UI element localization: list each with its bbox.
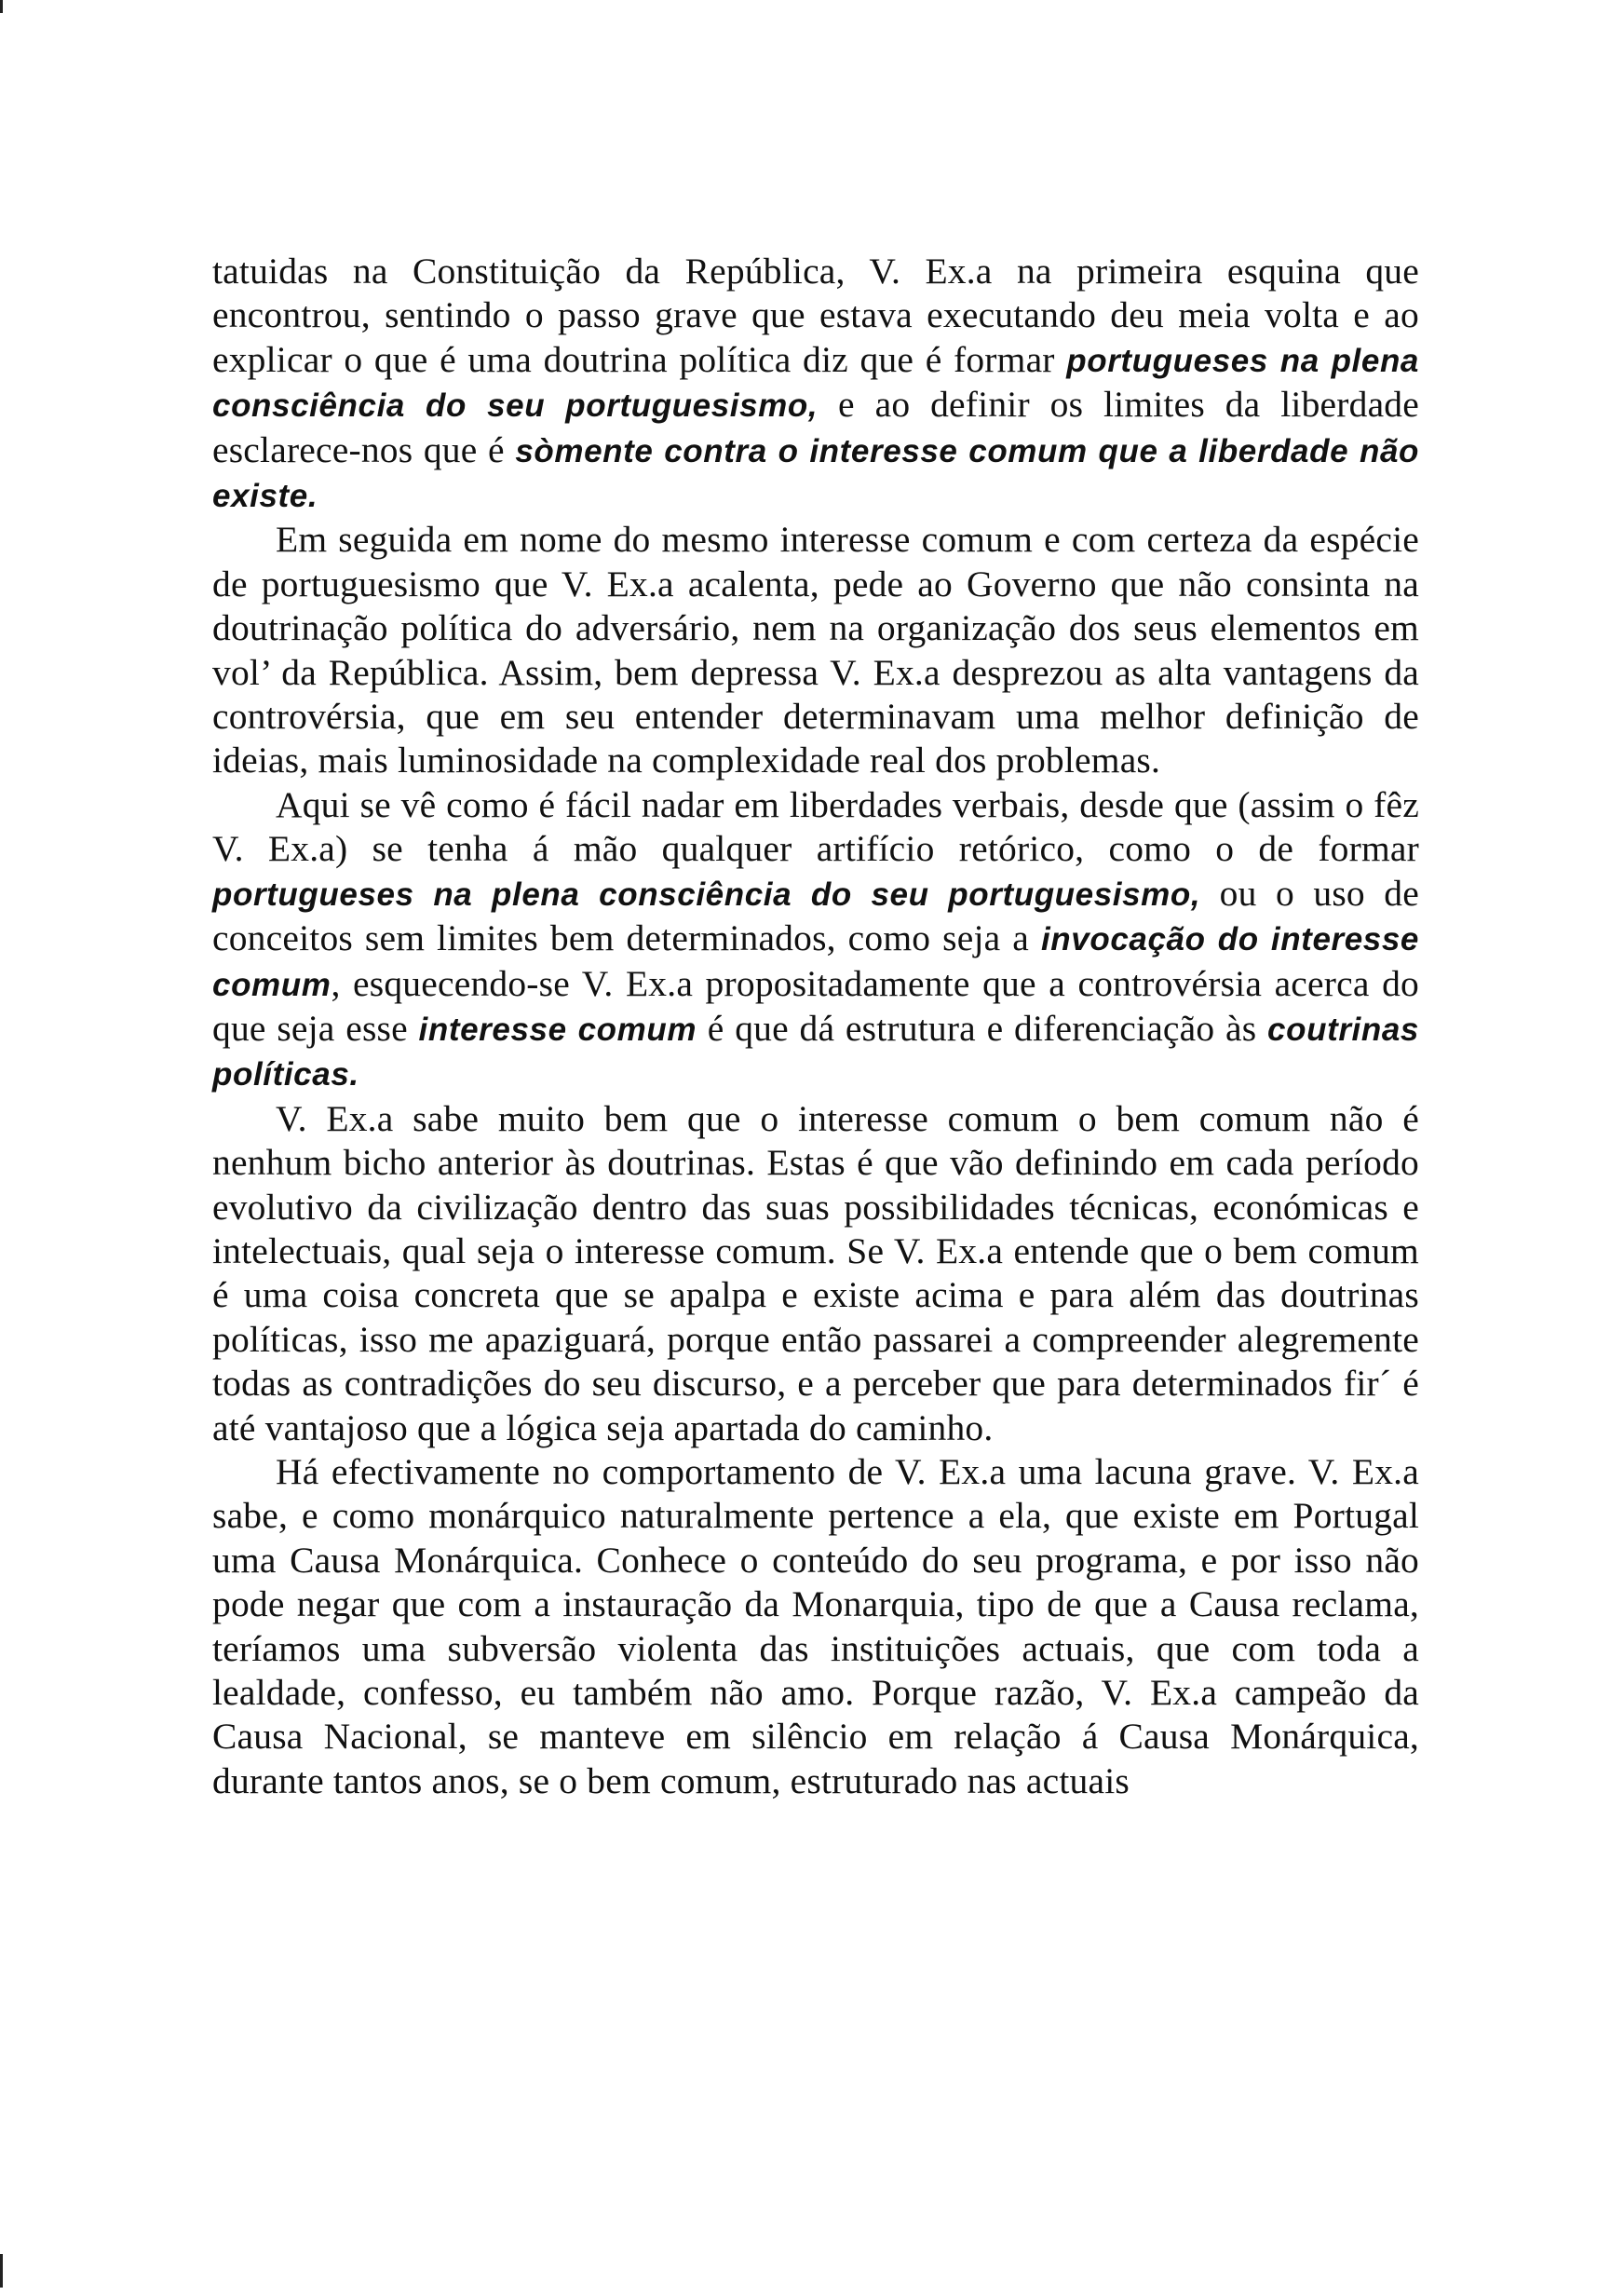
text-segment: , esquecendo-se V. Ex.a propositadamente que a controvérsia acerca do que seja esse: [212, 962, 1419, 1049]
emphasized-text: portugueses na plena consciência do seu portuguesismo,: [212, 876, 1201, 913]
paragraph: [212, 1097, 1419, 1450]
body-text: [212, 250, 1419, 1803]
text-segment: V. Ex.a sabe muito bem que o interesse comum o bem comum não é nenhum bicho anterior às doutrinas. Estas é que vão definindo em cada período evolutivo da civilização dentro das suas possibilidades técnicas, económicas e intelectuais, qual seja o interesse comum. Se V. Ex.a entende que o bem comum é uma coisa concreta que se apalpa e existe acima e para além das doutrinas políticas, isso me apaziguará, porque então passarei a compreender alegremente todas as contradições do seu discurso, e a perceber que para determinados fir´ é até vantajoso que a lógica seja apartada do caminho.: [212, 1097, 1419, 1448]
emphasized-text: coutrinas políticas.: [212, 1011, 1419, 1093]
emphasized-text: portugueses na plena consciência do seu portuguesismo,: [212, 342, 1419, 425]
text-segment: ou o uso de conceitos sem limites bem determinados, como seja a: [212, 872, 1419, 959]
emphasized-text: invocação do interesse comum: [212, 921, 1419, 1003]
paragraph: [212, 518, 1419, 782]
text-segment: é que dá estrutura e diferenciação às: [697, 1007, 1268, 1049]
text-segment: Em seguida em nome do mesmo interesse comum e com certeza da espécie de portuguesismo que V. Ex.a acalenta, pede ao Governo que não consinta na doutrinação política do adversário, nem na organização dos seus elementos em vol’ da República. Assim, bem depressa V. Ex.a desprezou as alta vantagens da controvérsia, que em seu entender determinavam uma melhor definição de ideias, mais luminosidade na complexidade real dos problemas.: [212, 519, 1419, 781]
text-segment: e ao definir os limites da liberdade esclarece-nos que é: [212, 384, 1419, 470]
paragraph: [212, 250, 1419, 518]
text-segment: Há efectivamente no comportamento de V. Ex.a uma lacuna grave. V. Ex.a sabe, e como monárquico naturalmente pertence a ela, que existe em Portugal uma Causa Monárquica. Conhece o conteúdo do seu programa, e por isso não pode negar que com a instauração da Monarquia, tipo de que a Causa reclama, teríamos uma subversão violenta das instituições actuais, que com toda a lealdade, confesso, eu também não amo. Porque razão, V. Ex.a campeão da Causa Nacional, se manteve em silêncio em relação á Causa Monárquica, durante tantos anos, se o bem comum, estruturado nas actuais: [212, 1450, 1419, 1801]
emphasized-text: sòmente contra o interesse comum que a liberdade não existe.: [212, 432, 1419, 515]
paragraph: [212, 783, 1419, 1097]
text-segment: tatuidas na Constituição da República, V. Ex.a na primeira esquina que encontrou, sentindo o passo grave que estava executando deu meia volta e ao explicar o que é uma doutrina política diz que é formar: [212, 251, 1419, 380]
emphasized-text: interesse comum: [418, 1011, 697, 1048]
scan-edge-mark: [0, 2254, 3, 2288]
paragraph: [212, 1450, 1419, 1803]
text-segment: Aqui se vê como é fácil nadar em liberdades verbais, desde que (assim o fêz V. Ex.a) se tenha á mão qualquer artifício retórico, como o de formar: [212, 783, 1419, 870]
scan-edge-mark: [0, 0, 3, 13]
